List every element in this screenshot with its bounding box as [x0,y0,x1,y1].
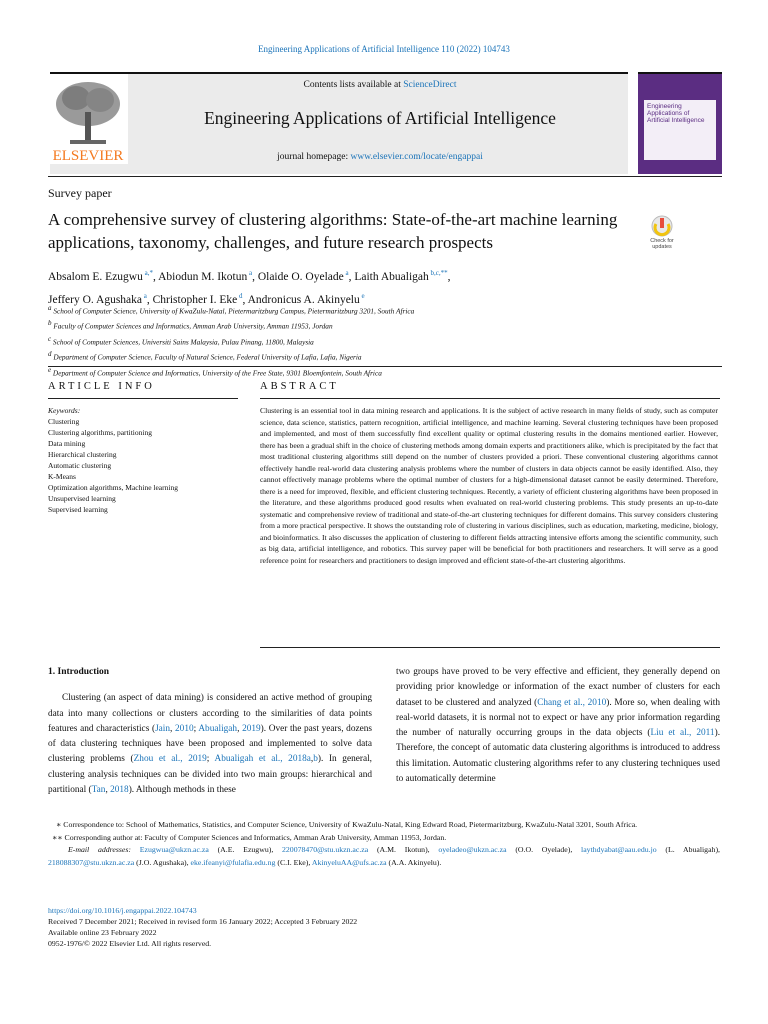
publisher-name: ELSEVIER [52,148,124,164]
email-owner: (L. Abualigah), [656,845,720,854]
keyword-item: Supervised learning [48,505,108,514]
intro-column-1 [48,665,372,798]
author-name[interactable]: Andronicus A. Akinyelu [247,293,360,306]
keyword-item: Clustering [48,417,80,426]
cover-title: Engineering Applications of Artificial Intelligence [644,100,716,160]
keyword-item: Hierarchical clustering [48,450,117,459]
email-addresses: E-mail addresses: Ezugwua@ukzn.ac.za (A.E. Ezugwu), 220078470@stu.ukzn.ac.za (A.M. Ikotun), oyeladeo@ukzn.ac.za (O.O. Oyelade), laythdyabat@aau.edu.jo (L. Abualigah), 218088307@stu.ukzn.ac.za (J.O. Agushaka), eke.ifeanyi@fulafia.edu.ng (C.I. Eke), AkinyeluAA@ufs.ac.za (A.A. Akinyelu). [48,845,720,867]
email-owner: (A.E. Ezugwu), [208,845,282,854]
keyword-item: Clustering algorithms, partitioning [48,428,152,437]
citation-link[interactable]: 2010 [175,723,194,734]
email-link[interactable]: Ezugwua@ukzn.ac.za [139,845,209,854]
affiliation-item: $^c$ School of Computer Sciences, Universiti Sains Malaysia, Pulau Pinang, 11800, Malaysia [48,334,314,347]
email-link[interactable]: oyeladeo@ukzn.ac.za [438,845,507,854]
citation-link[interactable]: Zhou et al., 2019 [133,754,207,765]
author-name[interactable]: Absalom E. Ezugwu [48,270,143,283]
affiliation-item: $^e$ Department of Computer Science and Informatics, University of the Free State, 9301 Bloemfontein, South Africa [48,365,382,378]
journal-homepage: journal homepage: www.elsevier.com/locate/engappai [277,152,483,162]
email-link[interactable]: laythdyabat@aau.edu.jo [581,845,657,854]
email-link[interactable]: eke.ifeanyi@fulafia.edu.ng [190,857,276,867]
affiliation-item: $^a$ School of Computer Science, University of KwaZulu-Natal, Pietermaritzburg Campus, Pietermaritzburg 3201, South Africa [48,304,415,316]
author-name[interactable]: Christopher I. Eke [152,293,238,306]
doi-link[interactable]: https://doi.org/10.1016/j.engappai.2022.104743 [48,906,197,915]
abstract-heading: ABSTRACT [260,381,339,392]
check-updates-label: Check for updates [650,238,674,250]
author-affiliation-marker[interactable]: a [142,291,147,300]
elsevier-tree-icon [48,74,128,164]
citation-link[interactable]: 2018 [110,785,129,796]
keyword-item: Unsupervised learning [48,494,116,503]
divider [48,366,722,367]
intro-paragraph-1: Clustering (an aspect of data mining) is considered an active method of grouping data into many collections or clusters according to the similarities of data points features and characteristics (Jain, 2010; Abualigah, 2019). Over the past years, dozens of data clustering techniques have been proposed and implemented to solve data clustering problems (Zhou et al., 2019; Abualigah et al., 2018a,b). In general, clustering analysis techniques can be divided into two main groups: hierarchical and partitional (Tan, 2018). Although methods in these [48,693,372,796]
elsevier-logo [48,74,128,164]
journal-title: Engineering Applications of Artificial Intelligence [204,108,556,128]
author-list: Absalom E. Ezugwu $^{a,*}$, Abiodun M. Ikotun $^a$, Olaide O. Oyelade $^a$, Laith Abualigah $^{b,c,**}$, Jeffery O. Agushaka $^a$, Christopher I. Eke $^d$, Andronicus A. Akinyelu $^e$ [48,269,451,306]
author-affiliation-marker[interactable]: e [359,291,365,300]
author-name[interactable]: Olaide O. Oyelade [257,270,344,283]
email-owner: (O.O. Oyelade), [506,845,582,854]
keyword-item: Optimization algorithms, Machine learning [48,483,178,492]
available-online: Available online 23 February 2022 [48,928,157,937]
author-name[interactable]: Abiodun M. Ikotun [158,270,248,283]
author-affiliation-marker[interactable]: a,* [142,269,153,277]
contents-line: Contents lists available at ScienceDirect [303,80,457,90]
article-info-heading: ARTICLE INFO [48,381,155,392]
citation-link[interactable]: Jain [155,723,171,734]
author-affiliation-marker[interactable]: b,c,** [428,269,448,277]
email-owner: (A.A. Akinyelu). [386,857,442,867]
divider [260,398,720,399]
keyword-item: Automatic clustering [48,461,112,470]
author-name[interactable]: Laith Abualigah [354,270,429,283]
email-owner: (C.I. Eke), [275,857,312,867]
email-link[interactable]: 218088307@stu.ukzn.ac.za [48,857,135,867]
divider [48,176,722,177]
citation-link[interactable]: Abualigah [198,723,238,734]
affiliations [48,302,728,379]
article-type: Survey paper [48,186,112,200]
correspondence-note: ∗ Correspondence to: School of Mathematics, Statistics, and Computer Science, University of KwaZulu-Natal, King Edward Road, Pietermaritzburg, KwaZulu-Natal 3201, South Africa. [56,820,638,829]
publication-info [48,905,720,949]
affiliation-item: $^b$ Faculty of Computer Sciences and Informatics, Amman Arab University, Amman 11953, Jordan [48,319,333,331]
citation-link[interactable]: Abualigah et al., 2018a [214,754,311,765]
citation-link[interactable]: Liu et al., 2011 [650,728,715,739]
received-dates: Received 7 December 2021; Received in revised form 16 January 2022; Accepted 3 February 2022 [48,917,358,926]
affiliation-item: $^d$ Department of Computer Science, Faculty of Natural Science, Federal University of Lafia, Lafia, Nigeria [48,350,362,362]
paper-title: A comprehensive survey of clustering algorithms: State-of-the-art machine learning applications, taxonomy, challenges, and future research prospects [48,210,618,252]
keywords-label: Keywords: [48,406,81,415]
author-affiliation-marker[interactable]: d [237,291,243,300]
keywords-block [48,405,238,515]
author-name[interactable]: Jeffery O. Agushaka [48,293,142,306]
citation-link[interactable]: Tan [91,785,106,796]
journal-reference[interactable]: Engineering Applications of Artificial Intelligence 110 (2022) 104743 [258,44,510,54]
homepage-link[interactable]: www.elsevier.com/locate/engappai [350,152,483,162]
citation-link[interactable]: b [313,754,318,765]
divider [260,647,720,648]
journal-cover-image[interactable] [638,72,722,174]
email-link[interactable]: 220078470@stu.ukzn.ac.za [282,845,369,854]
keyword-item: Data mining [48,439,86,448]
footnotes [48,819,720,869]
intro-column-2: two groups have proved to be very effective and efficient, they generally depend on providing prior knowledge or information of the exact number of clusters for each dataset to be clustered and analyzed (Chang et al., 2010). More so, when dealing with real-world datasets, it is normal not to expect or have any prior information regarding the number of naturally occurring groups in the data objects (Liu et al., 2011). Therefore, the concept of automatic data clustering algorithms is introduced to address this limitation. Automatic clustering algorithms refer to any clustering techniques used to automatically determine [396,667,721,785]
sciencedirect-link[interactable]: ScienceDirect [403,80,457,90]
check-for-updates-button[interactable] [640,214,684,256]
section-heading: 1. Introduction [48,667,110,677]
email-owner: (J.O. Agushaka), [134,857,191,867]
author-affiliation-marker[interactable]: a [343,269,349,277]
abstract-text: Clustering is an essential tool in data mining research and applications. It is the subject of active research in many fields of study, such as computer science, data science, statistics, pattern recognition, artificial intelligence, and machine learning. Several clustering techniques have been proposed and implemented, and most of them successfully find excellent quality or optimal clustering results in the domains mentioned earlier. However, there has been a gradual shift in the choice of clustering methods among domain experts and practitioners alike, which is precipitated by the fact that most traditional clustering algorithms still depend on the number of clusters provided a priori. These conventional clustering algorithms cannot effectively handle real-world data clustering analysis problems where the number of clusters in data objects cannot be easily identified. Also, they cannot effectively manage problems where the optimal number of clusters for a high-dimensional dataset cannot be easily determined. Therefore, there is a need for improved, flexible, and efficient clustering techniques. Recently, a variety of efficient clustering algorithms have been proposed in the literature, and these algorithms produced good results when evaluated on real-world clustering problems. This study presents an up-to-date systematic and comprehensive review of traditional and state-of-the-art clustering techniques for different domains. This survey considers clustering from a more practical perspective. It shows the outstanding role of clustering in various disciplines, such as education, marketing, medicine, biology, and bioinformatics. It also discusses the application of clustering to different fields attracting intensive efforts among the scientific community, such as big data, artificial intelligence, and robotics. This survey paper will be beneficial for both practitioners and researchers. It will serve as a good reference point for researchers and practitioners to design improved and efficient state-of-the-art clustering algorithms. [260,406,718,565]
email-link[interactable]: AkinyeluAA@ufs.ac.za [311,857,387,867]
citation-link[interactable]: Chang et al., 2010 [537,697,607,708]
email-owner: (A.M. Ikotun), [368,845,439,854]
divider [48,398,238,399]
citation-link[interactable]: 2019 [242,723,261,734]
corresponding-author-note: ∗∗ Corresponding author at: Faculty of Computer Sciences and Informatics, Amman Arab University, Amman 11953, Jordan. [52,832,447,842]
copyright: 0952-1976/© 2022 Elsevier Ltd. All rights reserved. [48,939,212,948]
keyword-item: K-Means [48,472,76,481]
author-affiliation-marker[interactable]: a [247,269,253,277]
